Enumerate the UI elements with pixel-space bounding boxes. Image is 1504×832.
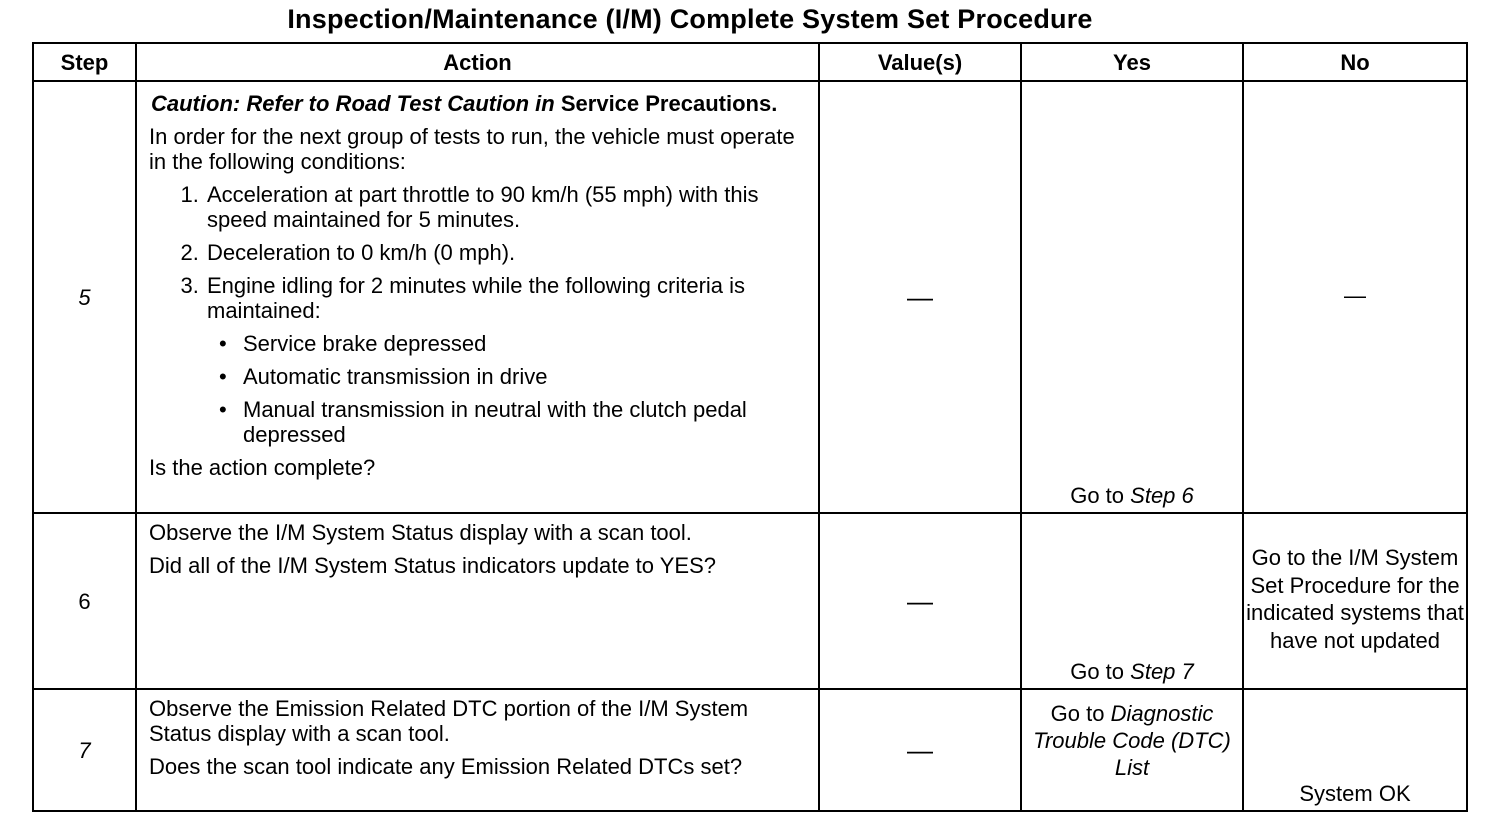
header-no: No — [1243, 43, 1467, 81]
condition-list — [149, 182, 808, 447]
action-question: Is the action complete? — [149, 455, 376, 480]
action-line: Observe the Emission Related DTC portion of the I/M System Status display with a scan tool. — [149, 696, 749, 746]
no-cell: — — [1243, 81, 1467, 513]
value-cell: — — [819, 81, 1021, 513]
yes-step-link[interactable]: Step 7 — [1130, 659, 1194, 684]
action-line: Observe the I/M System Status display with a scan tool. — [149, 520, 692, 545]
table-row — [33, 689, 1467, 811]
list-item: 1. Acceleration at part throttle to 90 km/h (55 mph) with this speed maintained for 5 minutes. — [205, 182, 808, 232]
yes-step-link[interactable]: Step 6 — [1130, 483, 1194, 508]
value-cell: — — [819, 689, 1021, 811]
yes-prefix: Go to — [1070, 659, 1125, 684]
caution-text: Caution: Refer to Road Test Caution in — [151, 91, 555, 116]
table-row — [33, 513, 1467, 689]
caution-period: . — [771, 91, 778, 116]
yes-prefix: Go to — [1050, 701, 1105, 726]
header-action: Action — [136, 43, 819, 81]
yes-cell — [1021, 689, 1243, 811]
bullet-item: • Manual transmission in neutral with the clutch pedal depressed — [241, 397, 808, 447]
header-step: Step — [33, 43, 136, 81]
step-number: 6 — [33, 513, 136, 689]
bullet-item: • Service brake depressed — [241, 331, 808, 356]
no-cell: System OK — [1243, 689, 1467, 811]
criteria-list — [207, 331, 808, 447]
action-question: Does the scan tool indicate any Emission Related DTCs set? — [149, 754, 743, 779]
list-item-text: Engine idling for 2 minutes while the following criteria is maintained: — [207, 273, 746, 323]
action-cell — [136, 513, 819, 689]
step-number: 5 — [33, 81, 136, 513]
list-item: 2. Deceleration to 0 km/h (0 mph). — [205, 240, 808, 265]
no-cell: Go to the I/M System Set Procedure for the indicated systems that have not updated — [1243, 513, 1467, 689]
action-cell — [136, 689, 819, 811]
table-header-row — [33, 43, 1467, 81]
caution-note — [151, 90, 808, 118]
step-number: 7 — [33, 689, 136, 811]
table-row — [33, 81, 1467, 513]
header-yes: Yes — [1021, 43, 1243, 81]
yes-cell — [1021, 81, 1243, 513]
caution-reference: Service Precautions — [560, 91, 772, 116]
yes-dtc-link[interactable]: Diagnostic Trouble Code (DTC) List — [1033, 701, 1231, 780]
action-cell — [136, 81, 819, 513]
action-intro: In order for the next group of tests to run, the vehicle must operate in the following conditions: — [149, 124, 795, 174]
page-title: Inspection/Maintenance (I/M) Complete System Set Procedure — [287, 4, 1093, 34]
bullet-item: • Automatic transmission in drive — [241, 364, 808, 389]
yes-prefix: Go to — [1070, 483, 1125, 508]
value-cell: — — [819, 513, 1021, 689]
action-question: Did all of the I/M System Status indicators update to YES? — [149, 553, 716, 578]
procedure-table — [32, 42, 1468, 812]
yes-cell — [1021, 513, 1243, 689]
header-values: Value(s) — [819, 43, 1021, 81]
list-item — [205, 273, 808, 447]
